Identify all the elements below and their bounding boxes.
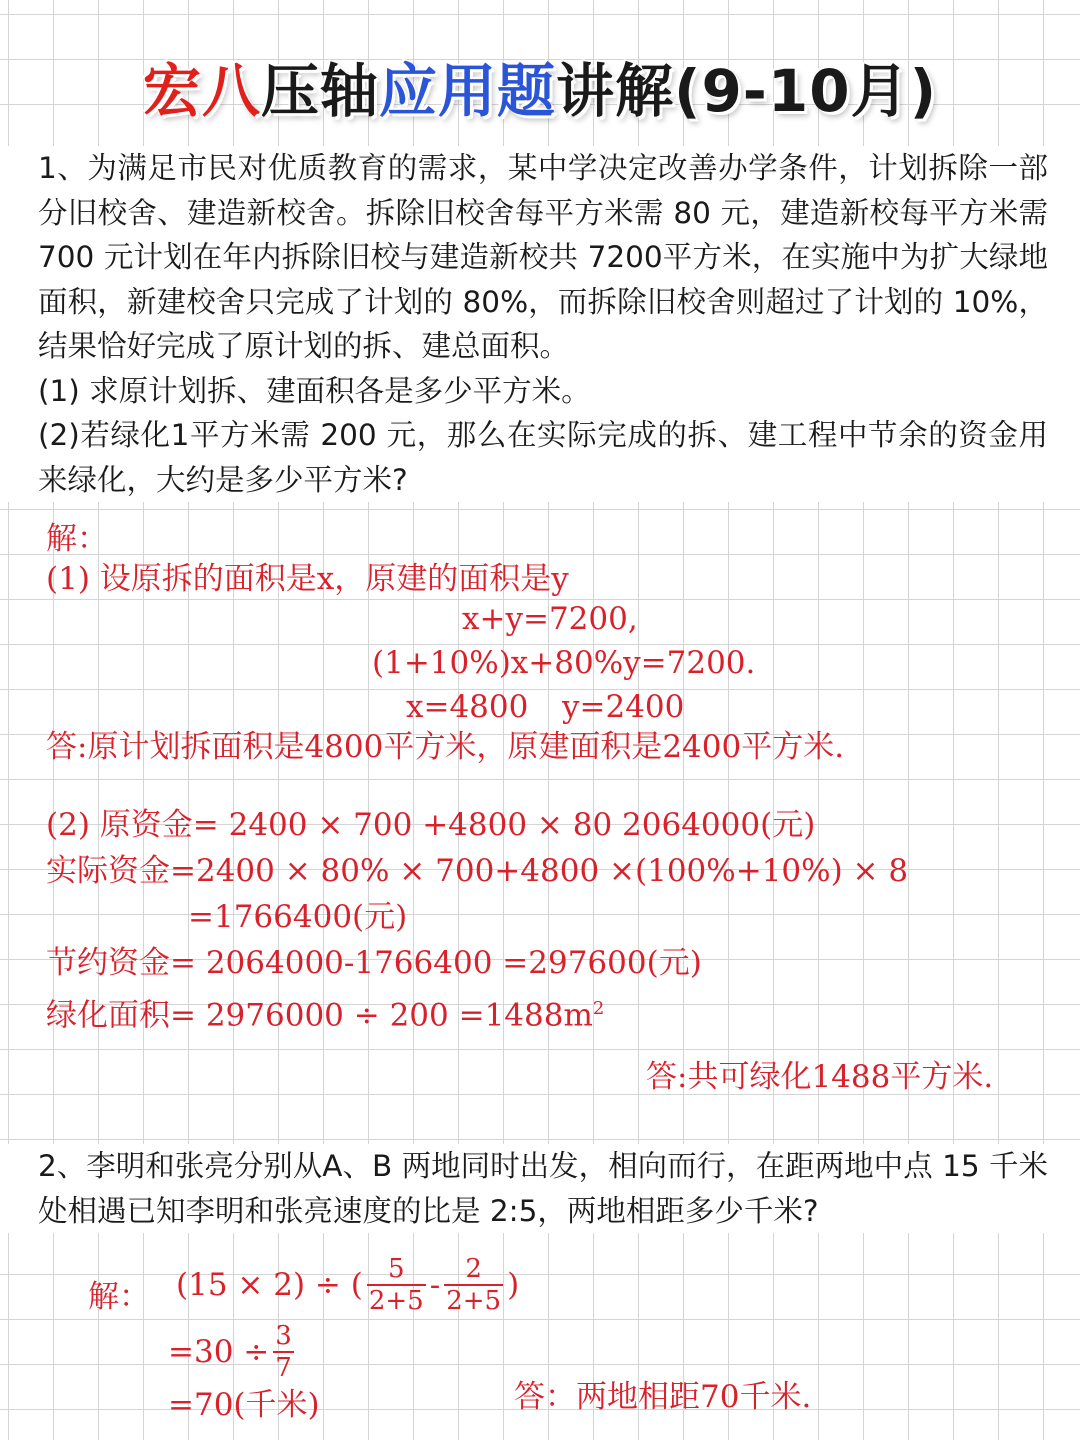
equation-2: (1+10%)x+80%y=7200. bbox=[372, 645, 756, 681]
answer-part-2: 答:共可绿化1488平方米. bbox=[646, 1059, 994, 1095]
expr-left: (15 × 2) ÷ ( bbox=[176, 1266, 363, 1303]
solution-1-setup: (1) 设原拆的面积是x，原建的面积是y bbox=[46, 561, 569, 597]
fraction-3-over-7: $\frac{3}{7}$ bbox=[275, 1321, 292, 1383]
problem-1 bbox=[0, 146, 1080, 502]
problem-1-question-2: (2)若绿化1平方米需 200 元，那么在实际完成的拆、建工程中节余的资金用来绿化，大约是多少平方米? bbox=[38, 418, 1048, 497]
minus-sign: - bbox=[429, 1266, 441, 1303]
green-area-line bbox=[46, 997, 605, 1034]
title-part-black: 压轴 bbox=[260, 57, 379, 125]
square-superscript: 2 bbox=[592, 998, 605, 1019]
step-2-left: =30 ÷ bbox=[168, 1333, 270, 1370]
fraction-2-over-7: $\frac{2}{2+5}$ bbox=[446, 1254, 502, 1316]
saved-funds-line: 节约资金= 2064000-1766400 =297600(元) bbox=[46, 945, 702, 981]
result-y: y=2400 bbox=[562, 689, 685, 725]
expr-close: ) bbox=[507, 1266, 520, 1303]
solution-2-step-2 bbox=[168, 1318, 298, 1386]
equation-1: x+y=7200, bbox=[462, 601, 638, 637]
problem-1-question-1: (1) 求原计划拆、建面积各是多少平方米。 bbox=[38, 373, 591, 408]
problem-2-statement: 2、李明和张亮分别从A、B 两地同时出发，相向而行，在距两地中点 15 千米处相遇已知李明和张亮速度的比是 2:5，两地相距多少千米? bbox=[38, 1149, 1048, 1228]
solution-2-result: =70(千米) bbox=[168, 1387, 320, 1423]
solution-2-answer: 答：两地相距70千米. bbox=[514, 1379, 812, 1415]
solution-2-label: 解： bbox=[88, 1279, 150, 1315]
title-part-red: 宏八 bbox=[142, 57, 261, 125]
title-part-tail: 讲解(9-10月) bbox=[555, 57, 938, 125]
title-part-blue: 应用题 bbox=[378, 57, 556, 125]
actual-funds-result: =1766400(元) bbox=[188, 899, 408, 935]
answer-part-1: 答:原计划拆面积是4800平方米，原建面积是2400平方米. bbox=[46, 729, 845, 765]
solution-1-label: 解： bbox=[46, 521, 108, 557]
solution-2-expression bbox=[176, 1250, 519, 1320]
fraction-5-over-7: $\frac{5}{2+5}$ bbox=[368, 1254, 424, 1316]
problem-2 bbox=[0, 1144, 1080, 1233]
original-funds-line: (2) 原资金= 2400 × 700 +4800 × 80 2064000(元) bbox=[46, 807, 816, 843]
page-title bbox=[0, 44, 1080, 128]
result-x: x=4800 bbox=[406, 689, 529, 725]
actual-funds-line: 实际资金=2400 × 80% × 700+4800 ×(100%+10%) × 8 bbox=[46, 853, 909, 889]
problem-1-statement: 1、为满足市民对优质教育的需求，某中学决定改善办学条件，计划拆除一部分旧校舍、建造新校舍。拆除旧校舍每平方米需 80 元，建造新校每平方米需 700 元计划在年内拆除旧校与建造新校共 7200平方米，在实施中为扩大绿地面积，新建校舍只完成了计划的 80%，而拆除旧校舍则超过了计划的 10%，结果恰好完成了原计划的拆、建总面积。 bbox=[38, 151, 1048, 363]
green-area-text: 绿化面积= 2976000 ÷ 200 =1488m bbox=[46, 997, 593, 1034]
